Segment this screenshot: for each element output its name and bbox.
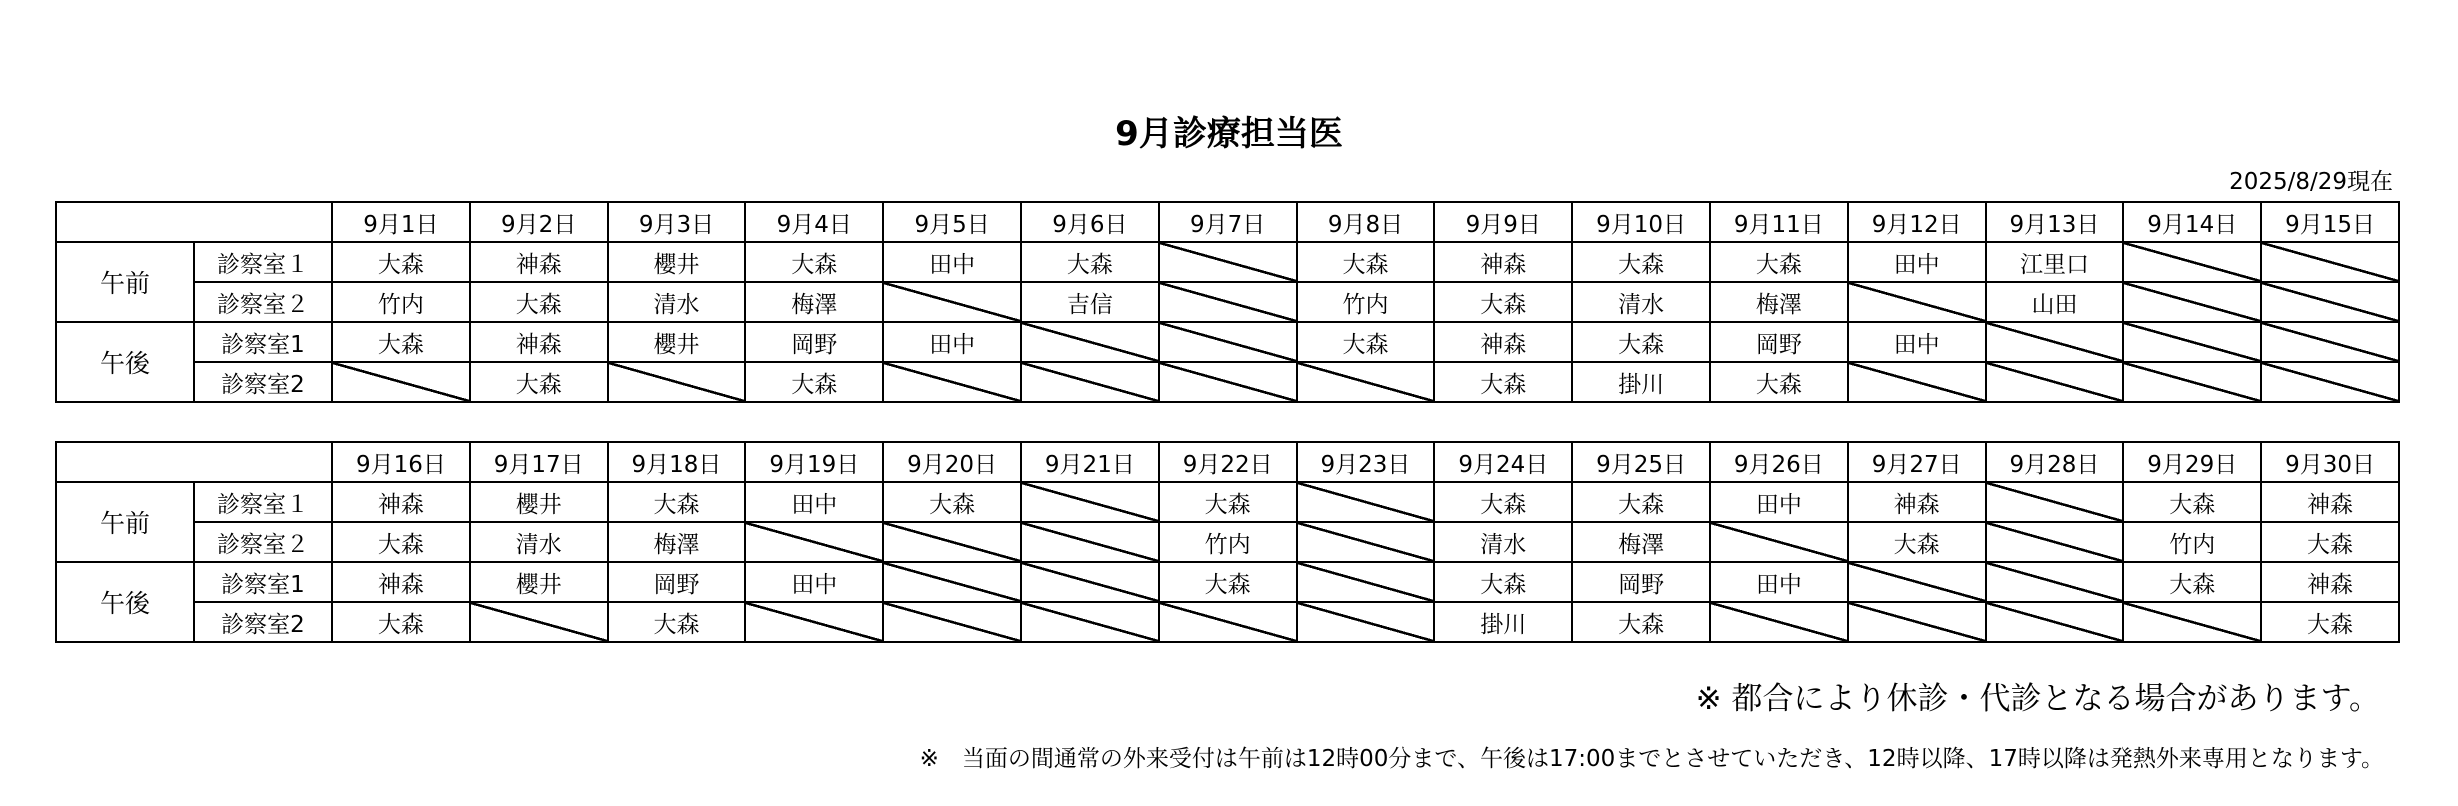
table-row <box>56 362 2399 402</box>
date-header-cell: 9月18日 <box>608 442 746 482</box>
doctor-cell: 神森 <box>2261 562 2399 602</box>
closed-slash-cell <box>1297 522 1435 562</box>
doctor-cell: 大森 <box>2123 482 2261 522</box>
date-header-cell: 9月19日 <box>745 442 883 482</box>
exam-room-cell: 診察室2 <box>194 602 332 642</box>
closed-slash-cell <box>1159 362 1297 402</box>
closed-slash-cell <box>1021 562 1159 602</box>
closed-slash-cell <box>1297 482 1435 522</box>
closed-slash-cell <box>1848 602 1986 642</box>
closed-slash-cell <box>1848 362 1986 402</box>
date-header-cell: 9月5日 <box>883 202 1021 242</box>
page-title: 9月診療担当医 <box>1115 114 1343 154</box>
doctor-cell: 大森 <box>2123 562 2261 602</box>
doctor-cell: 掛川 <box>1434 602 1572 642</box>
doctor-cell: 田中 <box>745 562 883 602</box>
schedule-table-week-1 <box>55 201 2400 403</box>
doctor-cell: 大森 <box>1572 602 1710 642</box>
closed-slash-cell <box>2123 602 2261 642</box>
table-row <box>56 602 2399 642</box>
doctor-cell: 大森 <box>470 282 608 322</box>
doctor-cell: 岡野 <box>1710 322 1848 362</box>
doctor-cell: 櫻井 <box>470 562 608 602</box>
closed-slash-cell <box>608 362 746 402</box>
date-header-cell: 9月14日 <box>2123 202 2261 242</box>
doctor-cell: 大森 <box>1434 482 1572 522</box>
date-header-cell: 9月28日 <box>1986 442 2124 482</box>
closed-slash-cell <box>883 562 1021 602</box>
doctor-cell: 田中 <box>745 482 883 522</box>
closed-slash-cell <box>1986 322 2124 362</box>
table-row <box>56 322 2399 362</box>
doctor-cell: 大森 <box>332 522 470 562</box>
doctor-cell: 大森 <box>332 602 470 642</box>
period-afternoon-cell: 午後 <box>56 322 194 402</box>
date-header-row <box>56 202 2399 242</box>
doctor-cell: 吉信 <box>1021 282 1159 322</box>
closed-slash-cell <box>1848 562 1986 602</box>
closed-slash-cell <box>2261 322 2399 362</box>
doctor-cell: 大森 <box>1434 362 1572 402</box>
closed-slash-cell <box>745 522 883 562</box>
date-header-cell: 9月7日 <box>1159 202 1297 242</box>
doctor-cell: 梅澤 <box>1710 282 1848 322</box>
closed-slash-cell <box>2123 282 2261 322</box>
doctor-cell: 江里口 <box>1986 242 2124 282</box>
closed-slash-cell <box>1848 282 1986 322</box>
date-header-cell: 9月22日 <box>1159 442 1297 482</box>
doctor-cell: 神森 <box>332 562 470 602</box>
period-morning-cell: 午前 <box>56 242 194 322</box>
date-header-cell: 9月10日 <box>1572 202 1710 242</box>
closed-slash-cell <box>883 282 1021 322</box>
doctor-cell: 田中 <box>1710 482 1848 522</box>
date-header-cell: 9月23日 <box>1297 442 1435 482</box>
doctor-cell: 大森 <box>332 322 470 362</box>
doctor-cell: 竹内 <box>1159 522 1297 562</box>
date-header-cell: 9月3日 <box>608 202 746 242</box>
doctor-cell: 大森 <box>1572 322 1710 362</box>
period-morning-cell: 午前 <box>56 482 194 562</box>
closed-slash-cell <box>2123 242 2261 282</box>
doctor-cell: 大森 <box>332 242 470 282</box>
doctor-cell: 清水 <box>1434 522 1572 562</box>
doctor-cell: 田中 <box>883 322 1021 362</box>
closed-slash-cell <box>1986 482 2124 522</box>
closed-slash-cell <box>2261 362 2399 402</box>
doctor-cell: 岡野 <box>608 562 746 602</box>
doctor-cell: 岡野 <box>745 322 883 362</box>
date-header-cell: 9月1日 <box>332 202 470 242</box>
doctor-cell: 櫻井 <box>608 322 746 362</box>
closed-slash-cell <box>1986 562 2124 602</box>
date-header-cell: 9月17日 <box>470 442 608 482</box>
closed-slash-cell <box>470 602 608 642</box>
doctor-cell: 大森 <box>1159 562 1297 602</box>
closed-slash-cell <box>1297 362 1435 402</box>
doctor-cell: 山田 <box>1986 282 2124 322</box>
doctor-cell: 梅澤 <box>745 282 883 322</box>
closed-slash-cell <box>883 362 1021 402</box>
doctor-cell: 大森 <box>2261 522 2399 562</box>
doctor-cell: 大森 <box>883 482 1021 522</box>
closed-slash-cell <box>1159 602 1297 642</box>
doctor-cell: 大森 <box>470 362 608 402</box>
exam-room-cell: 診察室1 <box>194 562 332 602</box>
doctor-cell: 大森 <box>1434 562 1572 602</box>
closed-slash-cell <box>1159 242 1297 282</box>
closed-slash-cell <box>1159 322 1297 362</box>
closed-slash-cell <box>883 602 1021 642</box>
closed-slash-cell <box>1159 282 1297 322</box>
notice-reception-hours: ※ 当面の間通常の外来受付は午前は12時00分まで、午後は17:00までとさせていただき、12時以降、17時以降は発熱外来専用となります。 <box>919 746 2384 772</box>
doctor-cell: 櫻井 <box>470 482 608 522</box>
doctor-cell: 大森 <box>1297 242 1435 282</box>
table-row <box>56 562 2399 602</box>
doctor-cell: 神森 <box>470 322 608 362</box>
closed-slash-cell <box>1297 602 1435 642</box>
doctor-cell: 神森 <box>1434 322 1572 362</box>
doctor-cell: 梅澤 <box>1572 522 1710 562</box>
doctor-cell: 竹内 <box>332 282 470 322</box>
date-header-cell: 9月11日 <box>1710 202 1848 242</box>
doctor-cell: 大森 <box>745 242 883 282</box>
doctor-cell: 清水 <box>608 282 746 322</box>
as-of-date: 2025/8/29現在 <box>2229 169 2393 195</box>
doctor-cell: 大森 <box>1572 242 1710 282</box>
date-header-cell: 9月4日 <box>745 202 883 242</box>
closed-slash-cell <box>1021 602 1159 642</box>
doctor-cell: 田中 <box>1710 562 1848 602</box>
closed-slash-cell <box>1986 522 2124 562</box>
doctor-cell: 大森 <box>1848 522 1986 562</box>
closed-slash-cell <box>1710 522 1848 562</box>
doctor-cell: 大森 <box>1710 242 1848 282</box>
doctor-cell: 大森 <box>2261 602 2399 642</box>
doctor-cell: 竹内 <box>1297 282 1435 322</box>
exam-room-cell: 診察室２ <box>194 522 332 562</box>
doctor-cell: 大森 <box>745 362 883 402</box>
closed-slash-cell <box>1021 322 1159 362</box>
doctor-cell: 田中 <box>1848 242 1986 282</box>
date-header-row <box>56 442 2399 482</box>
date-header-cell: 9月8日 <box>1297 202 1435 242</box>
exam-room-cell: 診察室２ <box>194 282 332 322</box>
doctor-cell: 神森 <box>332 482 470 522</box>
doctor-cell: 大森 <box>1434 282 1572 322</box>
doctor-cell: 梅澤 <box>608 522 746 562</box>
doctor-cell: 神森 <box>1848 482 1986 522</box>
exam-room-cell: 診察室１ <box>194 242 332 282</box>
date-header-cell: 9月12日 <box>1848 202 1986 242</box>
table-row <box>56 242 2399 282</box>
doctor-cell: 大森 <box>1297 322 1435 362</box>
doctor-cell: 大森 <box>1159 482 1297 522</box>
doctor-cell: 清水 <box>470 522 608 562</box>
date-header-cell: 9月25日 <box>1572 442 1710 482</box>
closed-slash-cell <box>2261 242 2399 282</box>
closed-slash-cell <box>1710 602 1848 642</box>
date-header-cell: 9月16日 <box>332 442 470 482</box>
exam-room-cell: 診察室1 <box>194 322 332 362</box>
closed-slash-cell <box>1021 362 1159 402</box>
table-row <box>56 282 2399 322</box>
doctor-cell: 大森 <box>1021 242 1159 282</box>
header-corner-cell <box>56 202 332 242</box>
doctor-cell: 大森 <box>608 602 746 642</box>
table-row <box>56 482 2399 522</box>
period-afternoon-cell: 午後 <box>56 562 194 642</box>
header-corner-cell <box>56 442 332 482</box>
closed-slash-cell <box>883 522 1021 562</box>
date-header-cell: 9月27日 <box>1848 442 1986 482</box>
doctor-cell: 田中 <box>1848 322 1986 362</box>
closed-slash-cell <box>2123 362 2261 402</box>
table-row <box>56 522 2399 562</box>
date-header-cell: 9月29日 <box>2123 442 2261 482</box>
date-header-cell: 9月24日 <box>1434 442 1572 482</box>
notice-closure: ※ 都合により休診・代診となる場合があります。 <box>1695 681 2380 717</box>
doctor-cell: 田中 <box>883 242 1021 282</box>
date-header-cell: 9月20日 <box>883 442 1021 482</box>
date-header-cell: 9月26日 <box>1710 442 1848 482</box>
date-header-cell: 9月6日 <box>1021 202 1159 242</box>
closed-slash-cell <box>1297 562 1435 602</box>
closed-slash-cell <box>745 602 883 642</box>
closed-slash-cell <box>1021 522 1159 562</box>
schedule-table-week-2 <box>55 441 2400 643</box>
doctor-cell: 大森 <box>1572 482 1710 522</box>
doctor-cell: 大森 <box>608 482 746 522</box>
closed-slash-cell <box>2261 282 2399 322</box>
date-header-cell: 9月13日 <box>1986 202 2124 242</box>
exam-room-cell: 診察室１ <box>194 482 332 522</box>
doctor-cell: 掛川 <box>1572 362 1710 402</box>
doctor-cell: 櫻井 <box>608 242 746 282</box>
exam-room-cell: 診察室2 <box>194 362 332 402</box>
doctor-cell: 竹内 <box>2123 522 2261 562</box>
closed-slash-cell <box>1021 482 1159 522</box>
date-header-cell: 9月15日 <box>2261 202 2399 242</box>
closed-slash-cell <box>332 362 470 402</box>
doctor-cell: 神森 <box>470 242 608 282</box>
doctor-cell: 清水 <box>1572 282 1710 322</box>
date-header-cell: 9月21日 <box>1021 442 1159 482</box>
closed-slash-cell <box>1986 602 2124 642</box>
closed-slash-cell <box>1986 362 2124 402</box>
doctor-cell: 神森 <box>1434 242 1572 282</box>
doctor-cell: 岡野 <box>1572 562 1710 602</box>
doctor-cell: 大森 <box>1710 362 1848 402</box>
date-header-cell: 9月2日 <box>470 202 608 242</box>
date-header-cell: 9月9日 <box>1434 202 1572 242</box>
doctor-cell: 神森 <box>2261 482 2399 522</box>
closed-slash-cell <box>2123 322 2261 362</box>
date-header-cell: 9月30日 <box>2261 442 2399 482</box>
